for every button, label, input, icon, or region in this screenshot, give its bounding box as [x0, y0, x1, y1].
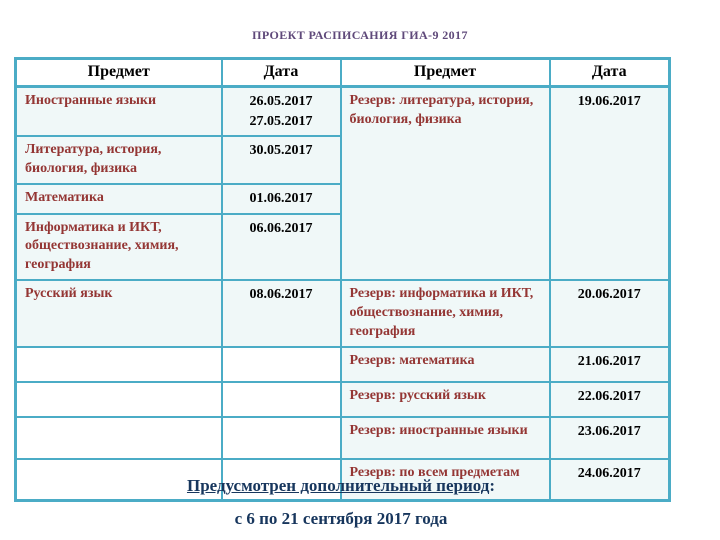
subject-cell: Информатика и ИКТ, обществознание, химия, география [16, 214, 222, 281]
exam-schedule-table [14, 57, 671, 502]
empty-cell [16, 417, 222, 459]
footer-note [14, 476, 668, 529]
date-cell: 08.06.2017 [222, 280, 341, 347]
subject-cell: Математика [16, 184, 222, 214]
date-cell: 01.06.2017 [222, 184, 341, 214]
subject-cell-reserve-merged: Резерв: литература, история, биология, физика [341, 87, 550, 281]
date-cell: 24.06.2017 [550, 459, 670, 501]
table-row [16, 382, 670, 417]
date-cell: 22.06.2017 [550, 382, 670, 417]
header-date-left: Дата [222, 59, 341, 87]
page-title: ПРОЕКТ РАСПИСАНИЯ ГИА-9 2017 [252, 28, 468, 42]
subject-cell: Резерв: по всем предметам [341, 459, 550, 501]
date-cell: 06.06.2017 [222, 214, 341, 281]
footer-line-1 [14, 476, 668, 496]
date-value: 26.05.2017 [249, 94, 313, 109]
footer-line-1-text: Предусмотрен дополнительный период [186, 476, 490, 495]
subject-cell: Резерв: математика [341, 347, 550, 382]
empty-cell [222, 382, 341, 417]
footer-line-2: с 6 по 21 сентября 2017 года [234, 509, 448, 528]
empty-cell [222, 417, 341, 459]
table-row [16, 347, 670, 382]
footer-line-1-colon: : [489, 476, 496, 495]
date-cell: 30.05.2017 [222, 136, 341, 184]
subject-cell: Русский язык [16, 280, 222, 347]
date-cell: 19.06.2017 [550, 87, 670, 281]
date-cell [222, 87, 341, 137]
table-header-row [16, 59, 670, 87]
subject-cell: Литература, история, биология, физика [16, 136, 222, 184]
table-row [16, 87, 670, 137]
table-row [16, 417, 670, 459]
subject-cell: Резерв: иностранные языки [341, 417, 550, 459]
date-cell: 21.06.2017 [550, 347, 670, 382]
subject-cell: Резерв: русский язык [341, 382, 550, 417]
empty-cell [16, 347, 222, 382]
date-cell: 23.06.2017 [550, 417, 670, 459]
header-subject-left: Предмет [16, 59, 222, 87]
empty-cell [16, 382, 222, 417]
header-date-right: Дата [550, 59, 670, 87]
date-cell: 20.06.2017 [550, 280, 670, 347]
subject-cell: Резерв: информатика и ИКТ, обществознание, химия, география [341, 280, 550, 347]
empty-cell [222, 347, 341, 382]
table-row [16, 280, 670, 347]
date-value: 27.05.2017 [249, 113, 313, 129]
subject-cell: Иностранные языки [16, 87, 222, 137]
header-subject-right: Предмет [341, 59, 550, 87]
